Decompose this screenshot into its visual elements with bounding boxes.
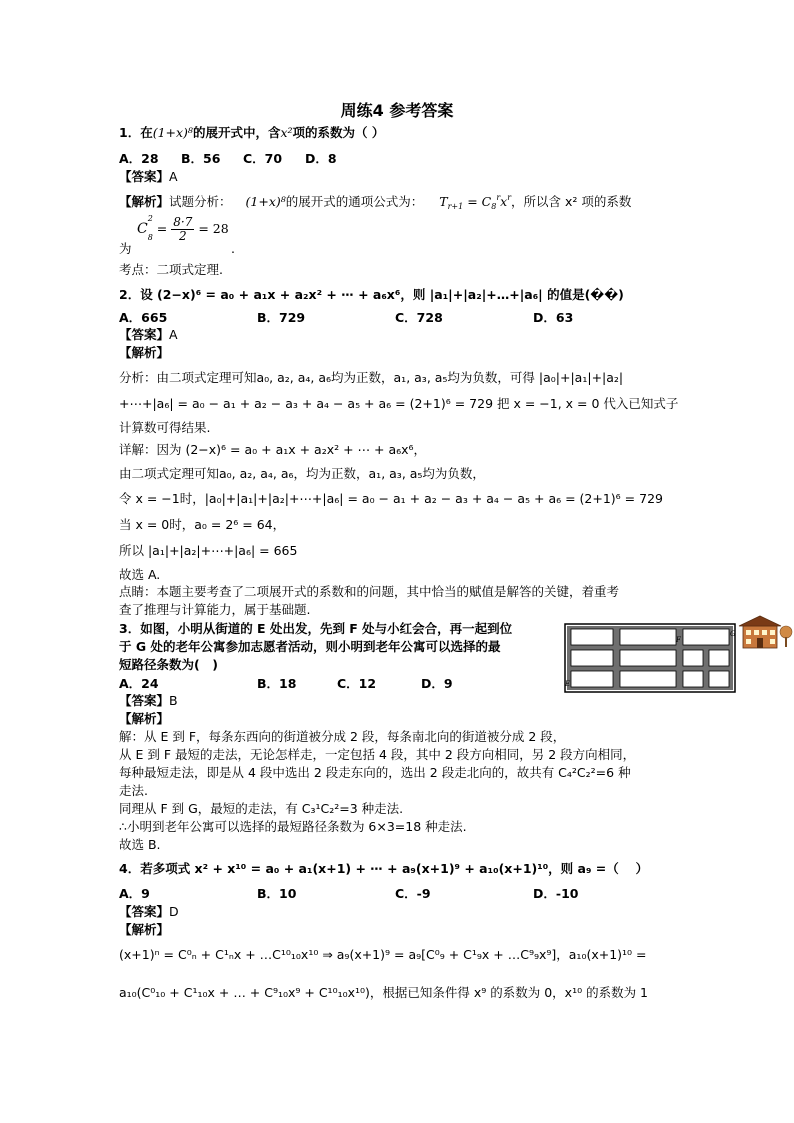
- q3-analysis-line-3: 每种最短走法，即是从 4 段中选出 2 段走东向的，选出 2 段走北向的，故共有 C₄²C₂²=6 种: [119, 765, 631, 780]
- label-e: E: [565, 680, 571, 688]
- grid-block: [683, 671, 703, 687]
- q4-option-b: B．10: [257, 886, 297, 901]
- q4-answer-label: 【答案】: [119, 904, 170, 919]
- q2-analysis-line-3: 计算数可得结果.: [119, 420, 211, 435]
- q1-coef-num: 8·7: [173, 215, 193, 229]
- q4-answer-value: D: [169, 904, 179, 919]
- q1-note: 考点：二项式定理.: [119, 262, 223, 277]
- q3-analysis-label: 【解析】: [119, 711, 170, 726]
- q4-option-a: A．9: [119, 886, 150, 901]
- q4-options: [119, 885, 593, 903]
- q3-option-c: C．12: [337, 676, 377, 691]
- q3-option-a: A．24: [119, 676, 159, 691]
- q4-analysis-line-1: (x+1)ⁿ = C⁰ₙ + C¹ₙx + …C¹⁰₁₀x¹⁰ ⇒ a₉(x+1)⁹ = a₉[C⁰₉ + C¹₉x + …C⁹₉x⁹]，a₁₀(x+1)¹⁰ =: [119, 947, 647, 962]
- q2-analysis-line-9: 故选 A.: [119, 567, 161, 582]
- street-grid-svg: [563, 614, 794, 694]
- apartment-building-icon: [739, 616, 781, 648]
- q1-stem-pre: 1．在: [119, 125, 153, 140]
- grid-block: [683, 650, 703, 666]
- q4-analysis-line-2: a₁₀(C⁰₁₀ + C¹₁₀x + … + C⁹₁₀x⁹ + C¹⁰₁₀x¹⁰)，根据已知条件得 x⁹ 的系数为 0，x¹⁰ 的系数为 1: [119, 985, 648, 1000]
- q2-option-c: C．728: [395, 310, 443, 325]
- q4-option-c: C．-9: [395, 886, 431, 901]
- label-f: F: [676, 636, 681, 644]
- q2-analysis-line-7: 当 x = 0时，a₀ = 2⁶ = 64，: [119, 517, 286, 532]
- q3-stem-line-1: 3．如图，小明从街道的 E 处出发，先到 F 处与小红会合，再一起到位: [119, 621, 513, 636]
- q1-options: [119, 150, 365, 168]
- q1-coef-end: .: [231, 241, 235, 256]
- q1-coef-eq: = 28: [198, 221, 229, 236]
- grid-block: [620, 629, 676, 645]
- q2-option-a: A．665: [119, 310, 168, 325]
- q2-analysis-line-10: 点睛：本题主要考查了二项展开式的系数和的问题，其中恰当的赋值是解答的关键，着重考: [119, 584, 620, 599]
- q3-option-d: D．9: [421, 676, 453, 691]
- q2-answer: [119, 326, 178, 344]
- q1-coef-c: C: [137, 221, 148, 237]
- tree-icon: [780, 626, 792, 647]
- q3-analysis-line-1: 解：从 E 到 F，每条东西向的街道被分成 2 段，每条南北向的街道被分成 2 段，: [119, 729, 566, 744]
- q3-answer-value: B: [169, 693, 178, 708]
- q1-stem: [119, 124, 384, 142]
- q1-analysis-expr: (1+x)⁸: [245, 194, 286, 209]
- q2-analysis-line-11: 查了推理与计算能力，属于基础题.: [119, 602, 311, 617]
- label-g: G: [730, 630, 736, 638]
- q2-analysis-line-8: 所以 |a₁|+|a₂|+⋯+|a₆| = 665: [119, 543, 298, 558]
- q3-answer-label: 【答案】: [119, 693, 170, 708]
- q2-option-b: B．729: [257, 310, 306, 325]
- grid-block: [571, 650, 613, 666]
- q3-answer: [119, 692, 178, 710]
- q1-coef-den: 2: [178, 229, 187, 243]
- q1-option-d: D．8: [305, 151, 337, 166]
- q3-analysis-line-4: 走法.: [119, 783, 148, 798]
- q1-general-term: $T_{r+1} = C_8^rx^r$: [439, 193, 512, 211]
- q3-option-b: B．18: [257, 676, 297, 691]
- q1-coef-fraction: [171, 216, 194, 243]
- q1-option-c: C．70: [243, 151, 283, 166]
- grid-block: [571, 629, 613, 645]
- q3-stem-line-3: 短路径条数为( ): [119, 657, 218, 672]
- q3-analysis-line-2: 从 E 到 F 最短的走法，无论怎样走，一定包括 4 段，其中 2 段方向相同，另 2 段方向相同，: [119, 747, 636, 762]
- q1-analysis-text-3: ，所以含 x² 项的系数: [511, 194, 632, 209]
- q1-analysis-text-1: 试题分析：: [169, 194, 232, 209]
- q2-stem: 2．设 (2−x)⁶ = a₀ + a₁x + a₂x² + ⋯ + a₆x⁶，则 |a₁|+|a₂|+…+|a₆| 的值是(��): [119, 287, 624, 302]
- q1-stem-term: x²: [280, 125, 293, 140]
- q3-analysis-line-7: 故选 B.: [119, 837, 161, 852]
- grid-block: [620, 650, 676, 666]
- q1-option-b: B．56: [181, 151, 221, 166]
- grid-block: [709, 650, 729, 666]
- q4-answer: [119, 903, 179, 921]
- grid-block: [683, 629, 729, 645]
- q2-analysis-line-5: 由二项式定理可知a₀, a₂, a₄, a₆，均为正数，a₁, a₃, a₅均为负数，: [119, 466, 485, 481]
- q4-analysis-label: 【解析】: [119, 922, 170, 937]
- page-title: 周练4 参考答案: [340, 101, 454, 120]
- q2-option-d: D．63: [533, 310, 574, 325]
- q3-stem-line-2: 于 G 处的老年公寓参加志愿者活动，则小明到老年公寓可以选择的最: [119, 639, 501, 654]
- q2-analysis-line-1: 分析：由二项式定理可知a₀, a₂, a₄, a₆均为正数，a₁, a₃, a₅均为负数，可得 |a₀|+|a₁|+|a₂|: [119, 370, 624, 385]
- q2-analysis-label: 【解析】: [119, 345, 170, 360]
- q1-answer: [119, 168, 178, 186]
- q2-options: [119, 309, 593, 327]
- q1-stem-mid: 的展开式中，含: [192, 125, 281, 140]
- q4-option-d: D．-10: [533, 886, 579, 901]
- q1-stem-expr: (1+x)⁸: [152, 125, 193, 140]
- q1-analysis-text-2: 的展开式的通项公式为：: [285, 194, 424, 209]
- q4-stem: 4．若多项式 x² + x¹⁰ = a₀ + a₁(x+1) + ⋯ + a₉(x+1)⁹ + a₁₀(x+1)¹⁰，则 a₉ =（ ）: [119, 861, 649, 876]
- grid-block: [709, 671, 729, 687]
- grid-block: [571, 671, 613, 687]
- q3-options: [119, 675, 461, 693]
- grid-block: [620, 671, 676, 687]
- q1-coef-expr: C 2 $_8$ = $\frac{8\cdot 7}{2}$ = 28: [137, 214, 229, 243]
- q1-answer-value: A: [169, 169, 178, 184]
- q3-analysis-line-5: 同理从 F 到 G，最短的走法，有 C₃¹C₂²=3 种走法.: [119, 801, 404, 816]
- q2-analysis-line-2: +⋯+|a₆| = a₀ − a₁ + a₂ − a₃ + a₄ − a₅ + a₆ = (2+1)⁶ = 729 把 x = −1, x = 0 代入已知式子: [119, 396, 679, 411]
- q1-option-a: A．28: [119, 151, 159, 166]
- q2-analysis-line-6: 令 x = −1时，|a₀|+|a₁|+|a₂|+⋯+|a₆| = a₀ − a₁ + a₂ − a₃ + a₄ − a₅ + a₆ = (2+1)⁶ = 729: [119, 491, 663, 506]
- q1-coef-lead: 为: [119, 241, 132, 256]
- q1-analysis: [119, 193, 631, 211]
- q1-stem-post: 项的系数为（ ）: [292, 125, 385, 140]
- q2-answer-label: 【答案】: [119, 327, 170, 342]
- q2-analysis-line-4: 详解：因为 (2−x)⁶ = a₀ + a₁x + a₂x² + ⋯ + a₆x⁶，: [119, 442, 427, 457]
- street-grid-figure: [563, 614, 794, 694]
- q2-answer-value: A: [169, 327, 178, 342]
- q1-analysis-label: 【解析】: [119, 194, 170, 209]
- q3-analysis-line-6: ∴小明到老年公寓可以选择的最短路径条数为 6×3=18 种走法.: [119, 819, 467, 834]
- q1-answer-label: 【答案】: [119, 169, 170, 184]
